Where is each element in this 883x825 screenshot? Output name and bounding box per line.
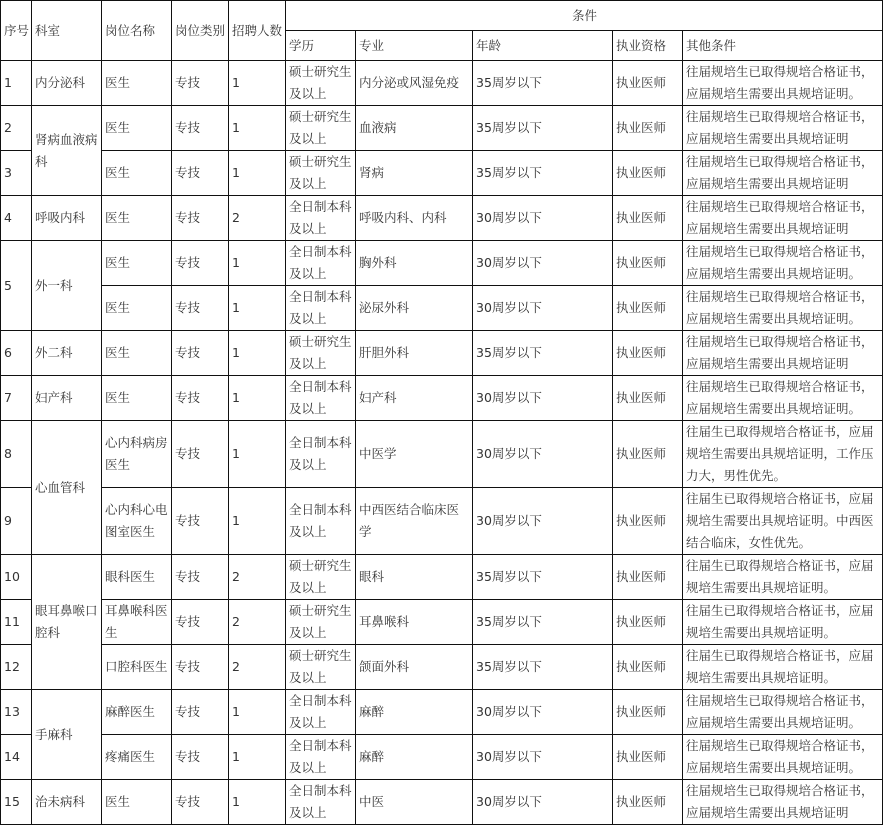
table-row <box>1 600 883 645</box>
cell-dept: 肾病血液病科 <box>32 106 102 196</box>
cell-age: 35周岁以下 <box>473 151 613 196</box>
cell-count: 2 <box>229 600 286 645</box>
cell-other: 往届生已取得规培合格证书，应届规培生需要出具规培证明。 <box>683 555 883 600</box>
cell-license: 执业医师 <box>613 421 683 488</box>
cell-other: 往届规培生已取得规培合格证书，应届规培生需要出具规培证明。 <box>683 241 883 286</box>
cell-education: 全日制本科及以上 <box>286 690 356 735</box>
cell-other: 往届规培生已取得规培合格证书，应届规培生需要出具规培证明。 <box>683 376 883 421</box>
cell-category: 专技 <box>172 151 229 196</box>
cell-license: 执业医师 <box>613 488 683 555</box>
cell-position: 医生 <box>102 376 172 421</box>
cell-dept: 内分泌科 <box>32 61 102 106</box>
table-row <box>1 488 883 555</box>
cell-education: 全日制本科及以上 <box>286 196 356 241</box>
header-other: 其他条件 <box>683 31 883 61</box>
cell-category: 专技 <box>172 196 229 241</box>
cell-major: 麻醉 <box>356 735 473 780</box>
cell-age: 30周岁以下 <box>473 421 613 488</box>
table-row <box>1 241 883 286</box>
cell-position: 医生 <box>102 106 172 151</box>
table-row <box>1 151 883 196</box>
cell-dept: 治未病科 <box>32 780 102 825</box>
cell-other: 往届规培生已取得规培合格证书，应届规培生需要出具规培证明。 <box>683 61 883 106</box>
cell-no: 11 <box>1 600 32 645</box>
cell-dept: 手麻科 <box>32 690 102 780</box>
cell-position: 耳鼻喉科医生 <box>102 600 172 645</box>
cell-education: 硕士研究生及以上 <box>286 106 356 151</box>
cell-no: 15 <box>1 780 32 825</box>
header-count: 招聘人数 <box>229 1 286 61</box>
cell-other: 往届规培生已取得规培合格证书，应届规培生需要出具规培证明。 <box>683 735 883 780</box>
header-category: 岗位类别 <box>172 1 229 61</box>
cell-no: 14 <box>1 735 32 780</box>
cell-position: 医生 <box>102 331 172 376</box>
cell-education: 全日制本科及以上 <box>286 241 356 286</box>
cell-dept: 外二科 <box>32 331 102 376</box>
cell-position: 医生 <box>102 196 172 241</box>
table-row <box>1 106 883 151</box>
cell-no: 6 <box>1 331 32 376</box>
cell-count: 2 <box>229 196 286 241</box>
cell-other: 往届规培生已取得规培合格证书，应届规培生需要出具规培证明。 <box>683 690 883 735</box>
cell-other: 往届生已取得规培合格证书，应届规培生需要出具规培证明。 <box>683 600 883 645</box>
cell-count: 1 <box>229 780 286 825</box>
cell-license: 执业医师 <box>613 106 683 151</box>
cell-major: 眼科 <box>356 555 473 600</box>
cell-other: 往届生已取得规培合格证书，应届规培生需要出具规培证明，工作压力大，男性优先。 <box>683 421 883 488</box>
cell-license: 执业医师 <box>613 690 683 735</box>
table-row <box>1 331 883 376</box>
cell-major: 麻醉 <box>356 690 473 735</box>
cell-count: 1 <box>229 735 286 780</box>
table-row <box>1 376 883 421</box>
cell-position: 口腔科医生 <box>102 645 172 690</box>
cell-count: 1 <box>229 106 286 151</box>
table-row <box>1 780 883 825</box>
cell-education: 硕士研究生及以上 <box>286 555 356 600</box>
cell-license: 执业医师 <box>613 331 683 376</box>
cell-age: 35周岁以下 <box>473 600 613 645</box>
cell-major: 中医 <box>356 780 473 825</box>
cell-position: 心内科心电图室医生 <box>102 488 172 555</box>
cell-major: 肾病 <box>356 151 473 196</box>
cell-education: 全日制本科及以上 <box>286 735 356 780</box>
cell-no: 10 <box>1 555 32 600</box>
table-row <box>1 196 883 241</box>
cell-other: 往届生已取得规培合格证书，应届规培生需要出具规培证明。中西医结合临床，女性优先。 <box>683 488 883 555</box>
cell-age: 35周岁以下 <box>473 61 613 106</box>
header-position: 岗位名称 <box>102 1 172 61</box>
header-age: 年龄 <box>473 31 613 61</box>
table-row <box>1 61 883 106</box>
cell-category: 专技 <box>172 61 229 106</box>
cell-category: 专技 <box>172 286 229 331</box>
table-row <box>1 555 883 600</box>
cell-major: 呼吸内科、内科 <box>356 196 473 241</box>
cell-category: 专技 <box>172 421 229 488</box>
header-major: 专业 <box>356 31 473 61</box>
cell-position: 疼痛医生 <box>102 735 172 780</box>
cell-age: 30周岁以下 <box>473 241 613 286</box>
header-education: 学历 <box>286 31 356 61</box>
cell-other: 往届规培生已取得规培合格证书，应届规培生需要出具规培证明 <box>683 106 883 151</box>
table-row <box>1 645 883 690</box>
table-row <box>1 286 883 331</box>
cell-education: 硕士研究生及以上 <box>286 331 356 376</box>
cell-other: 往届规培生已取得规培合格证书，应届规培生需要出具规培证明 <box>683 151 883 196</box>
cell-position: 医生 <box>102 61 172 106</box>
cell-count: 1 <box>229 331 286 376</box>
cell-other: 往届规培生已取得规培合格证书，应届规培生需要出具规培证明。 <box>683 286 883 331</box>
cell-category: 专技 <box>172 331 229 376</box>
cell-license: 执业医师 <box>613 645 683 690</box>
cell-major: 中西医结合临床医学 <box>356 488 473 555</box>
cell-major: 中医学 <box>356 421 473 488</box>
cell-age: 30周岁以下 <box>473 780 613 825</box>
cell-major: 颌面外科 <box>356 645 473 690</box>
cell-category: 专技 <box>172 106 229 151</box>
cell-category: 专技 <box>172 376 229 421</box>
cell-position: 医生 <box>102 241 172 286</box>
cell-no: 7 <box>1 376 32 421</box>
cell-dept: 眼耳鼻喉口腔科 <box>32 555 102 690</box>
cell-education: 全日制本科及以上 <box>286 286 356 331</box>
header-no: 序号 <box>1 1 32 61</box>
cell-major: 耳鼻喉科 <box>356 600 473 645</box>
cell-count: 2 <box>229 555 286 600</box>
cell-no: 12 <box>1 645 32 690</box>
header-license: 执业资格 <box>613 31 683 61</box>
cell-license: 执业医师 <box>613 286 683 331</box>
cell-dept: 外一科 <box>32 241 102 331</box>
cell-age: 30周岁以下 <box>473 376 613 421</box>
cell-dept: 呼吸内科 <box>32 196 102 241</box>
cell-major: 胸外科 <box>356 241 473 286</box>
cell-age: 30周岁以下 <box>473 286 613 331</box>
cell-category: 专技 <box>172 555 229 600</box>
table-row <box>1 421 883 488</box>
cell-age: 35周岁以下 <box>473 555 613 600</box>
cell-position: 医生 <box>102 151 172 196</box>
cell-major: 血液病 <box>356 106 473 151</box>
cell-major: 泌尿外科 <box>356 286 473 331</box>
table-row <box>1 690 883 735</box>
cell-position: 心内科病房医生 <box>102 421 172 488</box>
cell-license: 执业医师 <box>613 376 683 421</box>
cell-age: 35周岁以下 <box>473 106 613 151</box>
cell-license: 执业医师 <box>613 780 683 825</box>
cell-category: 专技 <box>172 735 229 780</box>
header-dept: 科室 <box>32 1 102 61</box>
cell-other: 往届规培生已取得规培合格证书，应届规培生需要出具规培证明 <box>683 196 883 241</box>
cell-position: 麻醉医生 <box>102 690 172 735</box>
cell-other: 往届规培生已取得规培合格证书，应届规培生需要出具规培证明 <box>683 780 883 825</box>
cell-major: 内分泌或风湿免疫 <box>356 61 473 106</box>
cell-no: 2 <box>1 106 32 151</box>
cell-no: 13 <box>1 690 32 735</box>
cell-position: 医生 <box>102 780 172 825</box>
cell-age: 30周岁以下 <box>473 690 613 735</box>
cell-license: 执业医师 <box>613 555 683 600</box>
cell-category: 专技 <box>172 600 229 645</box>
header-conditions: 条件 <box>286 1 883 31</box>
cell-count: 1 <box>229 376 286 421</box>
cell-count: 2 <box>229 645 286 690</box>
cell-license: 执业医师 <box>613 151 683 196</box>
cell-major: 妇产科 <box>356 376 473 421</box>
table-row <box>1 735 883 780</box>
cell-education: 全日制本科及以上 <box>286 488 356 555</box>
cell-education: 全日制本科及以上 <box>286 376 356 421</box>
cell-count: 1 <box>229 61 286 106</box>
cell-other: 往届规培生已取得规培合格证书，应届规培生需要出具规培证明 <box>683 331 883 376</box>
cell-dept: 妇产科 <box>32 376 102 421</box>
cell-category: 专技 <box>172 780 229 825</box>
cell-no: 8 <box>1 421 32 488</box>
cell-major: 肝胆外科 <box>356 331 473 376</box>
cell-education: 硕士研究生及以上 <box>286 645 356 690</box>
cell-category: 专技 <box>172 488 229 555</box>
cell-age: 30周岁以下 <box>473 196 613 241</box>
cell-license: 执业医师 <box>613 241 683 286</box>
cell-education: 硕士研究生及以上 <box>286 600 356 645</box>
cell-license: 执业医师 <box>613 196 683 241</box>
cell-age: 30周岁以下 <box>473 735 613 780</box>
cell-license: 执业医师 <box>613 735 683 780</box>
cell-count: 1 <box>229 286 286 331</box>
cell-no: 3 <box>1 151 32 196</box>
cell-no: 9 <box>1 488 32 555</box>
cell-dept: 心血管科 <box>32 421 102 555</box>
cell-license: 执业医师 <box>613 600 683 645</box>
cell-no: 4 <box>1 196 32 241</box>
cell-age: 35周岁以下 <box>473 645 613 690</box>
cell-education: 全日制本科及以上 <box>286 780 356 825</box>
cell-education: 全日制本科及以上 <box>286 421 356 488</box>
cell-license: 执业医师 <box>613 61 683 106</box>
cell-position: 医生 <box>102 286 172 331</box>
cell-count: 1 <box>229 421 286 488</box>
cell-category: 专技 <box>172 690 229 735</box>
cell-age: 35周岁以下 <box>473 331 613 376</box>
cell-position: 眼科医生 <box>102 555 172 600</box>
cell-no: 5 <box>1 241 32 331</box>
cell-count: 1 <box>229 241 286 286</box>
cell-category: 专技 <box>172 241 229 286</box>
cell-no: 1 <box>1 61 32 106</box>
cell-other: 往届生已取得规培合格证书，应届规培生需要出具规培证明。 <box>683 645 883 690</box>
cell-education: 硕士研究生及以上 <box>286 151 356 196</box>
cell-category: 专技 <box>172 645 229 690</box>
cell-count: 1 <box>229 488 286 555</box>
cell-count: 1 <box>229 690 286 735</box>
cell-count: 1 <box>229 151 286 196</box>
cell-education: 硕士研究生及以上 <box>286 61 356 106</box>
cell-age: 30周岁以下 <box>473 488 613 555</box>
